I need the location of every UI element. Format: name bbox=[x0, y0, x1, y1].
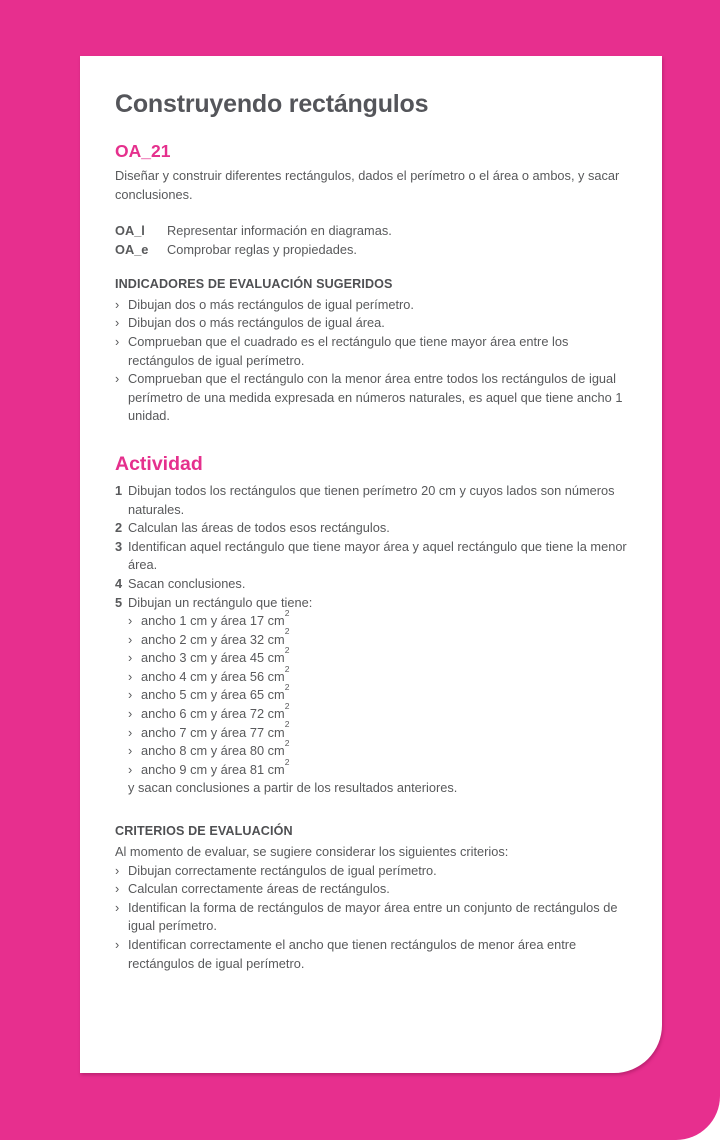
section-oa21 bbox=[115, 141, 638, 260]
criterios-intro: Al momento de evaluar, se sugiere considerar los siguientes criterios: bbox=[115, 844, 509, 860]
superscript: 2 bbox=[284, 756, 290, 767]
rect-spec-item bbox=[128, 663, 638, 687]
superscript: 2 bbox=[284, 607, 290, 618]
bullet-chevron-icon: › bbox=[115, 333, 120, 349]
skill-label: Representar información en diagramas. bbox=[167, 223, 392, 239]
bullet-chevron-icon: › bbox=[128, 761, 133, 777]
skill-label: Comprobar reglas y propiedades. bbox=[167, 241, 357, 257]
list-item bbox=[115, 880, 638, 899]
list-item bbox=[115, 936, 638, 973]
bullet-chevron-icon: › bbox=[115, 899, 120, 915]
page-title: Construyendo rectángulos bbox=[115, 90, 429, 118]
bullet-chevron-icon: › bbox=[115, 881, 120, 897]
list-item bbox=[115, 899, 638, 936]
skill-row bbox=[115, 241, 638, 260]
indicadores-list bbox=[115, 296, 638, 426]
bullet-chevron-icon: › bbox=[115, 315, 120, 331]
rect-spec-item bbox=[128, 682, 638, 705]
rect-spec-text: ancho 9 cm y área 81 $cm^2$ bbox=[141, 756, 290, 777]
superscript: 2 bbox=[284, 682, 290, 693]
superscript: 2 bbox=[284, 645, 290, 656]
rect-spec-item bbox=[128, 607, 638, 631]
step-text: Sacan conclusiones. bbox=[128, 575, 246, 591]
step-number: 2 bbox=[115, 520, 123, 536]
skill-code: OA_l bbox=[115, 223, 145, 239]
list-item bbox=[115, 296, 638, 315]
superscript: 2 bbox=[284, 700, 290, 711]
criterios-heading: CRITERIOS DE EVALUACIÓN bbox=[115, 824, 293, 839]
actividad-closing: y sacan conclusiones a partir de los resultados anteriores. bbox=[128, 780, 458, 796]
bullet-chevron-icon: › bbox=[128, 668, 133, 684]
step-text: Calculan las áreas de todos esos rectángulos. bbox=[128, 520, 390, 536]
section-indicadores bbox=[115, 275, 638, 426]
superscript: 2 bbox=[284, 737, 290, 748]
step-number: 1 bbox=[115, 482, 123, 498]
bullet-chevron-icon: › bbox=[128, 687, 133, 703]
rect-spec-text: ancho 7 cm y área 77 $cm^2$ bbox=[141, 719, 290, 740]
rect-spec-text: ancho 8 cm y área 80 $cm^2$ bbox=[141, 737, 290, 759]
step-text: Dibujan todos los rectángulos que tienen perímetro 20 cm y cuyos lados son números naturales. bbox=[128, 482, 615, 517]
step-item bbox=[115, 482, 638, 519]
list-item-text: Comprueban que el cuadrado es el rectángulo que tiene mayor área entre los rectángulos de igual perímetro. bbox=[128, 333, 569, 368]
bullet-chevron-icon: › bbox=[115, 862, 120, 878]
oa21-description: Diseñar y construir diferentes rectángulos, dados el perímetro o el área o ambos, y sacar conclusiones. bbox=[115, 168, 620, 202]
bullet-chevron-icon: › bbox=[128, 743, 133, 759]
step-item bbox=[115, 538, 638, 575]
list-item-text: Identifican correctamente el ancho que tienen rectángulos de menor área entre rectángulos de igual perímetro. bbox=[128, 937, 577, 971]
actividad-heading: Actividad bbox=[115, 452, 203, 475]
list-item bbox=[115, 370, 638, 426]
step-item bbox=[115, 519, 638, 538]
bullet-chevron-icon: › bbox=[128, 706, 133, 722]
bullet-chevron-icon: › bbox=[128, 631, 133, 647]
bullet-chevron-icon: › bbox=[115, 296, 120, 312]
indicadores-heading: INDICADORES DE EVALUACIÓN SUGERIDOS bbox=[115, 276, 393, 291]
rect-spec-text: ancho 4 cm y área 56 $cm^2$ bbox=[141, 663, 290, 684]
step-text: Identifican aquel rectángulo que tiene mayor área y aquel rectángulo que tiene la menor área. bbox=[128, 538, 627, 573]
rect-spec-text: ancho 3 cm y área 45 $cm^2$ bbox=[141, 645, 290, 666]
list-item bbox=[115, 314, 638, 333]
skill-row bbox=[115, 222, 638, 241]
rect-spec-text: ancho 1 cm y área 17 $cm^2$ bbox=[141, 607, 290, 629]
rect-spec-item bbox=[128, 626, 638, 650]
section-criterios bbox=[115, 822, 638, 973]
step-text: Dibujan un rectángulo que tiene: bbox=[128, 594, 313, 610]
bullet-chevron-icon: › bbox=[115, 937, 120, 952]
list-item-text: Dibujan dos o más rectángulos de igual área. bbox=[128, 315, 385, 331]
step-item bbox=[115, 594, 638, 613]
list-item-text: Comprueban que el rectángulo con la menor área entre todos los rectángulos de igual perímetro de una medida expresada en números naturales, es aquel que tiene ancho 1 unidad. bbox=[128, 371, 623, 424]
oa21-heading: OA_21 bbox=[115, 141, 171, 161]
rect-spec-item bbox=[128, 700, 638, 724]
step-number: 5 bbox=[115, 594, 123, 610]
actividad-steps bbox=[115, 482, 638, 612]
list-item-text: Dibujan dos o más rectángulos de igual perímetro. bbox=[128, 296, 414, 312]
section-actividad bbox=[115, 453, 638, 798]
rect-specs-list bbox=[115, 607, 638, 779]
rect-spec-item bbox=[128, 737, 638, 761]
step-number: 4 bbox=[115, 575, 123, 591]
step-item bbox=[115, 575, 638, 594]
list-item bbox=[115, 333, 638, 370]
list-item bbox=[115, 862, 638, 881]
bullet-chevron-icon: › bbox=[128, 650, 133, 666]
criterios-list bbox=[115, 862, 638, 974]
bullet-chevron-icon: › bbox=[128, 613, 133, 629]
rect-spec-item bbox=[128, 645, 638, 668]
list-item-text: Dibujan correctamente rectángulos de igual perímetro. bbox=[128, 862, 437, 878]
bullet-chevron-icon: › bbox=[115, 371, 120, 387]
skills-list bbox=[115, 222, 638, 260]
rect-spec-text: ancho 2 cm y área 32 $cm^2$ bbox=[141, 626, 290, 647]
step-number: 3 bbox=[115, 538, 123, 554]
rect-spec-text: ancho 6 cm y área 72 $cm^2$ bbox=[141, 700, 290, 722]
content-card bbox=[80, 56, 662, 1073]
rect-spec-item bbox=[128, 719, 638, 743]
bullet-chevron-icon: › bbox=[128, 724, 133, 740]
rect-spec-item bbox=[128, 756, 638, 780]
superscript: 2 bbox=[284, 719, 290, 730]
list-item-text: Calculan correctamente áreas de rectángulos. bbox=[128, 881, 390, 897]
superscript: 2 bbox=[284, 626, 290, 637]
skill-code: OA_e bbox=[115, 241, 149, 257]
list-item-text: Identifican la forma de rectángulos de mayor área entre un conjunto de rectángulos de igual perímetro. bbox=[128, 899, 618, 934]
rect-spec-text: ancho 5 cm y área 65 $cm^2$ bbox=[141, 682, 290, 703]
superscript: 2 bbox=[284, 663, 290, 674]
